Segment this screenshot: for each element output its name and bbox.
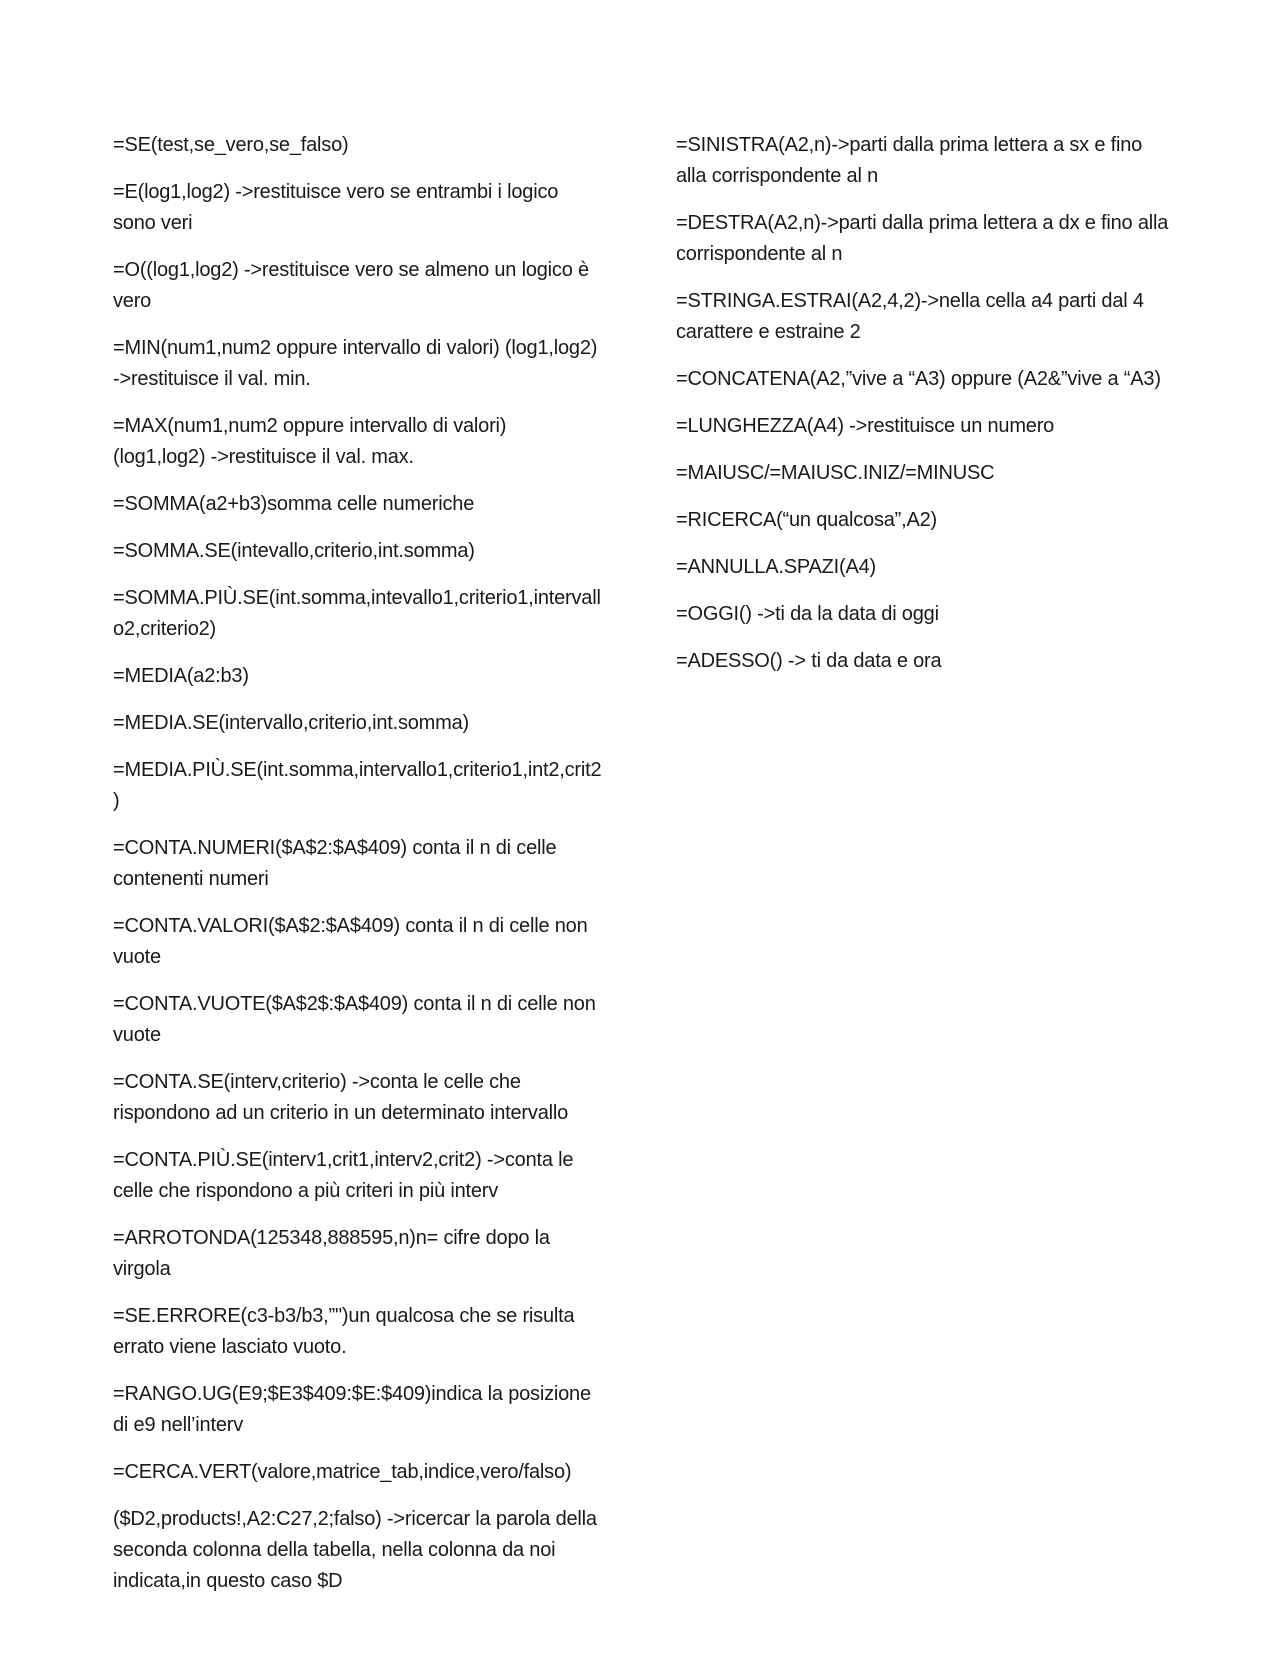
formula-media-piu-se: =MEDIA.PIÙ.SE(int.somma,intervallo1,criterio1,int2,crit2) <box>113 759 602 812</box>
formula-somma-piu-se: =SOMMA.PIÙ.SE(int.somma,intevallo1,criterio1,intervallo2,criterio2) <box>113 587 601 640</box>
formula-arrotonda: =ARROTONDA(125348,888595,n)n= cifre dopo la virgola <box>113 1227 550 1280</box>
formula-se: =SE(test,se_vero,se_falso) <box>113 134 349 156</box>
formula-rango-ug: =RANGO.UG(E9;$E3$409:$E:$409)indica la posizione di e9 nell’interv <box>113 1383 591 1436</box>
formula-adesso: =ADESSO() -> ti da data e ora <box>676 650 942 672</box>
formula-conta-se: =CONTA.SE(interv,criterio) ->conta le celle che rispondono ad un criterio in un determinato intervallo <box>113 1071 569 1124</box>
formula-media: =MEDIA(a2:b3) <box>113 665 249 687</box>
formula-conta-piu-se: =CONTA.PIÙ.SE(interv1,crit1,interv2,crit2) ->conta le celle che rispondono a più criteri in più interv <box>113 1149 574 1202</box>
formula-cerca-vert-example: ($D2,products!,A2:C27,2;falso) ->ricercar la parola della seconda colonna della tabella, nella colonna da noi indicata,in questo caso $D <box>113 1508 597 1592</box>
formula-concatena: =CONCATENA(A2,”vive a “A3) oppure (A2&”vive a “A3) <box>676 368 1161 390</box>
formula-o: =O((log1,log2) ->restituisce vero se almeno un logico è vero <box>113 259 589 312</box>
formula-cerca-vert: =CERCA.VERT(valore,matrice_tab,indice,vero/falso) <box>113 1461 572 1483</box>
formula-ricerca: =RICERCA(“un qualcosa”,A2) <box>676 509 938 531</box>
formula-media-se: =MEDIA.SE(intervallo,criterio,int.somma) <box>113 712 469 734</box>
formula-oggi: =OGGI() ->ti da la data di oggi <box>676 603 939 625</box>
formula-stringa-estrai: =STRINGA.ESTRAI(A2,4,2)->nella cella a4 parti dal 4 carattere e estraine 2 <box>676 290 1144 343</box>
formula-e: =E(log1,log2) ->restituisce vero se entrambi i logico sono veri <box>113 181 559 234</box>
formula-maiusc: =MAIUSC/=MAIUSC.INIZ/=MINUSC <box>676 462 995 484</box>
right-column <box>676 130 1176 693</box>
formula-annulla-spazi: =ANNULLA.SPAZI(A4) <box>676 556 876 578</box>
formula-conta-vuote: =CONTA.VUOTE($A$2$:$A$409) conta il n di celle non vuote <box>113 993 596 1046</box>
formula-conta-numeri: =CONTA.NUMERI($A$2:$A$409) conta il n di celle contenenti numeri <box>113 837 557 890</box>
formula-lunghezza: =LUNGHEZZA(A4) ->restituisce un numero <box>676 415 1055 437</box>
left-column <box>113 130 603 1613</box>
formula-se-errore: =SE.ERRORE(c3-b3/b3,”")un qualcosa che se risulta errato viene lasciato vuoto. <box>113 1305 575 1358</box>
formula-somma: =SOMMA(a2+b3)somma celle numeriche <box>113 493 475 515</box>
formula-max: =MAX(num1,num2 oppure intervallo di valori) (log1,log2) ->restituisce il val. max. <box>113 415 507 468</box>
formula-min: =MIN(num1,num2 oppure intervallo di valori) (log1,log2) ->restituisce il val. min. <box>113 337 598 390</box>
formula-sinistra: =SINISTRA(A2,n)->parti dalla prima lettera a sx e fino alla corrispondente al n <box>676 134 1143 187</box>
formula-destra: =DESTRA(A2,n)->parti dalla prima lettera a dx e fino alla corrispondente al n <box>676 212 1169 265</box>
formula-somma-se: =SOMMA.SE(intevallo,criterio,int.somma) <box>113 540 475 562</box>
formula-conta-valori: =CONTA.VALORI($A$2:$A$409) conta il n di celle non vuote <box>113 915 588 968</box>
